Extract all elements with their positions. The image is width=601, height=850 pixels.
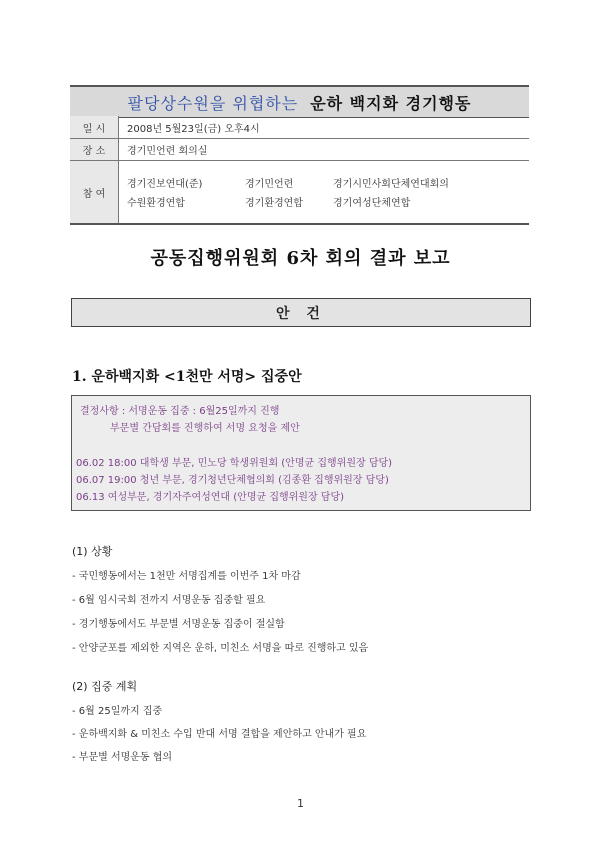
schedule-item: 06.13 여성부문, 경기자주여성연대 (안명균 집행위원장 담당) [76, 492, 345, 503]
agenda-label: 안 건 [276, 305, 326, 322]
place-value: 경기민언련 회의실 [119, 139, 530, 161]
meeting-info-table [70, 116, 529, 225]
decision-line-2: 부문별 간담회를 진행하여 서명 요청을 제안 [110, 423, 300, 434]
decision-line-1: 결정사항 : 서명운동 집중 : 6월25일까지 진행 [80, 406, 280, 417]
banner-highlight: 팔당상수원을 위협하는 [127, 93, 299, 113]
plan-item: - 6월 25일까지 집중 [72, 706, 163, 717]
banner-title: 운하 백지화 경기행동 [310, 93, 472, 113]
plan-title: (2) 집중 계획 [72, 680, 138, 693]
place-row [70, 139, 529, 161]
decision-box [71, 395, 531, 511]
page-title: 공동집행위원회 6차 회의 결과 보고 [150, 248, 451, 269]
attendee: 수원환경연합 [127, 198, 185, 209]
attendees-list [127, 175, 529, 209]
attendee: 경기환경연합 [245, 198, 303, 209]
status-item: - 경기행동에서도 부문별 서명운동 집중이 절실함 [72, 619, 285, 630]
plan-item: - 운하백지화 & 미친소 수입 반대 서명 결합을 제안하고 안내가 필요 [72, 729, 367, 740]
section-1-title: 1. 운하백지화 <1천만 서명> 집중안 [72, 369, 302, 385]
schedule-item: 06.02 18:00 대학생 부문, 민노당 학생위원회 (안명균 집행위원장 담당) [76, 458, 393, 469]
schedule-item: 06.07 19:00 청년 부문, 경기청년단체협의회 (김종환 집행위원장 담당) [76, 475, 389, 486]
attendee: 경기진보연대(준) [127, 179, 203, 190]
attendees-row [70, 161, 529, 225]
status-item: - 국민행동에서는 1천만 서명집계를 이번주 1차 마감 [72, 571, 301, 582]
attendee: 경기여성단체연합 [333, 198, 411, 209]
attendee: 경기시민사회단체연대회의 [333, 179, 449, 190]
place-label: 장 소 [70, 139, 119, 161]
status-item: - 안양군포를 제외한 지역은 운하, 미친소 서명을 따로 진행하고 있음 [72, 643, 369, 654]
date-row [70, 116, 529, 139]
attendee: 경기민언련 [245, 179, 294, 190]
agenda-header [71, 298, 531, 327]
attendees-label: 참 여 [70, 161, 119, 225]
date-value: 2008년 5월23일(금) 오후4시 [119, 116, 530, 139]
plan-item: - 부문별 서명운동 협의 [72, 752, 173, 763]
page-number: 1 [297, 797, 304, 810]
document-banner [70, 85, 529, 118]
status-title: (1) 상황 [72, 545, 113, 558]
date-label: 일 시 [70, 116, 119, 139]
status-item: - 6월 임시국회 전까지 서명운동 집중할 필요 [72, 595, 266, 606]
